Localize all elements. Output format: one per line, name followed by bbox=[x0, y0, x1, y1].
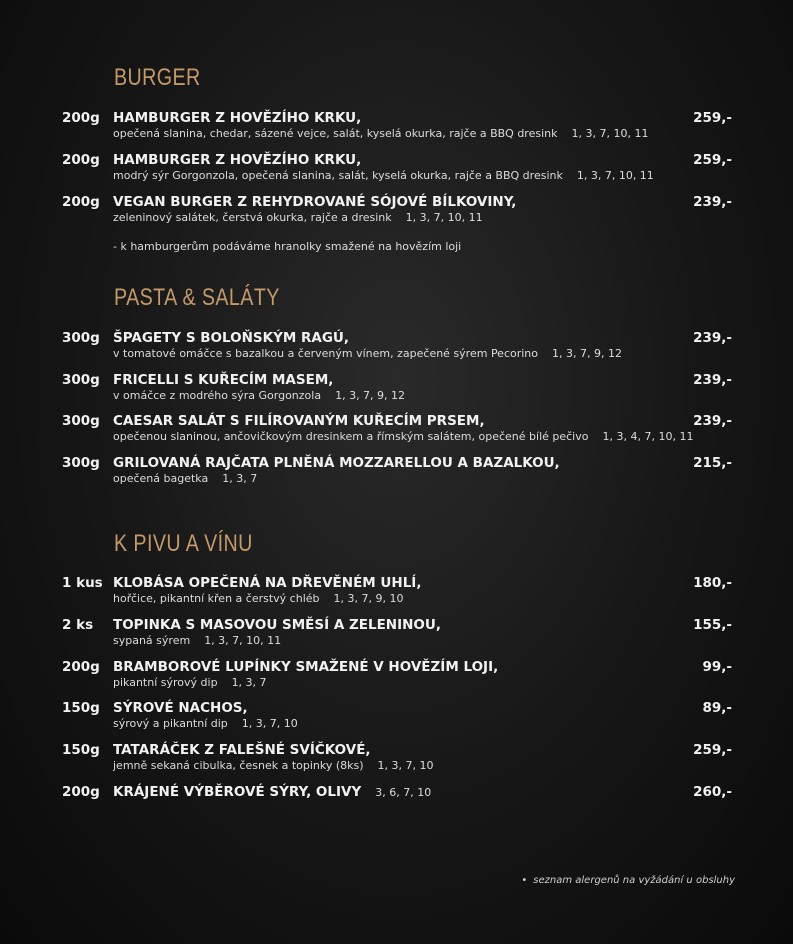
item-price: 239,- bbox=[693, 413, 732, 429]
item-quantity: 200g bbox=[62, 784, 100, 800]
menu-item bbox=[0, 194, 793, 234]
item-allergens: 1, 3, 7, 10 bbox=[377, 759, 434, 772]
menu-item bbox=[0, 413, 793, 453]
menu-item bbox=[0, 700, 793, 740]
item-name: HAMBURGER Z HOVĚZÍHO KRKU, bbox=[113, 110, 362, 126]
item-price: 239,- bbox=[693, 330, 732, 346]
item-allergens: 3, 6, 7, 10 bbox=[375, 786, 432, 799]
item-price: 260,- bbox=[693, 784, 732, 800]
item-allergens: 1, 3, 7, 10 bbox=[241, 717, 298, 730]
item-description bbox=[113, 676, 267, 689]
item-allergens: 1, 3, 7, 9, 12 bbox=[335, 389, 406, 402]
item-quantity: 200g bbox=[62, 152, 100, 168]
item-quantity: 2 ks bbox=[62, 617, 94, 633]
item-description bbox=[113, 389, 405, 402]
item-name: HAMBURGER Z HOVĚZÍHO KRKU, bbox=[113, 152, 362, 168]
item-description bbox=[113, 592, 403, 605]
item-allergens: 1, 3, 7, 10, 11 bbox=[576, 169, 654, 182]
bullet-icon: • bbox=[521, 875, 528, 886]
menu-item bbox=[0, 575, 793, 615]
item-price: 155,- bbox=[693, 617, 732, 633]
item-name: CAESAR SALÁT S FILÍROVANÝM KUŘECÍM PRSEM, bbox=[113, 413, 485, 429]
menu-item bbox=[0, 617, 793, 657]
item-description bbox=[113, 472, 257, 485]
item-name: SÝROVÉ NACHOS, bbox=[113, 700, 248, 716]
item-description-text: modrý sýr Gorgonzola, opečená slanina, salát, kyselá okurka, rajče a BBQ dresink bbox=[113, 169, 563, 182]
item-description-text: opečenou slaninou, ančovičkovým dresinkem a římským salátem, opečené bílé pečivo bbox=[113, 430, 589, 443]
item-allergens: 1, 3, 7, 10, 11 bbox=[405, 211, 483, 224]
item-price: 259,- bbox=[693, 152, 732, 168]
item-description bbox=[113, 759, 434, 772]
item-description-text: v omáčce z modrého sýra Gorgonzola bbox=[113, 389, 322, 402]
item-description-text: pikantní sýrový dip bbox=[113, 676, 218, 689]
item-price: 239,- bbox=[693, 372, 732, 388]
menu-item bbox=[0, 742, 793, 782]
item-price: 259,- bbox=[693, 742, 732, 758]
item-description bbox=[113, 634, 281, 647]
burger-side-note: - k hamburgerům podáváme hranolky smažené na hovězím loji bbox=[113, 240, 462, 253]
item-quantity: 300g bbox=[62, 455, 100, 471]
item-name: BRAMBOROVÉ LUPÍNKY SMAŽENÉ V HOVĚZÍM LOJI, bbox=[113, 659, 499, 675]
item-name: GRILOVANÁ RAJČATA PLNĚNÁ MOZZARELLOU A BAZALKOU, bbox=[113, 455, 560, 471]
item-description bbox=[113, 127, 648, 140]
item-quantity: 300g bbox=[62, 372, 100, 388]
item-quantity: 200g bbox=[62, 659, 100, 675]
item-price: 215,- bbox=[693, 455, 732, 471]
item-description bbox=[113, 430, 693, 443]
item-quantity: 150g bbox=[62, 742, 100, 758]
item-description-text: hořčice, pikantní křen a čerstvý chléb bbox=[113, 592, 320, 605]
item-description bbox=[113, 169, 654, 182]
item-allergens: 1, 3, 7, 10, 11 bbox=[204, 634, 282, 647]
item-allergens: 1, 3, 7 bbox=[231, 676, 267, 689]
item-quantity: 300g bbox=[62, 413, 100, 429]
item-name: FRICELLI S KUŘECÍM MASEM, bbox=[113, 372, 334, 388]
allergen-footer-text: seznam alergenů na vyžádání u obsluhy bbox=[533, 875, 735, 886]
item-name-text: KRÁJENÉ VÝBĚROVÉ SÝRY, OLIVY bbox=[113, 784, 362, 800]
menu-item bbox=[0, 372, 793, 412]
menu-item bbox=[0, 330, 793, 370]
item-description-text: zeleninový salátek, čerstvá okurka, rajče a dresink bbox=[113, 211, 392, 224]
item-price: 239,- bbox=[693, 194, 732, 210]
item-name bbox=[113, 784, 431, 800]
item-name: VEGAN BURGER Z REHYDROVANÉ SÓJOVÉ BÍLKOVINY, bbox=[113, 194, 517, 210]
item-description bbox=[113, 211, 483, 224]
item-quantity: 300g bbox=[62, 330, 100, 346]
item-description-text: v tomatové omáčce s bazalkou a červeným vínem, zapečené sýrem Pecorino bbox=[113, 347, 539, 360]
item-price: 99,- bbox=[702, 659, 732, 675]
item-allergens: 1, 3, 7, 9, 12 bbox=[552, 347, 622, 360]
item-price: 259,- bbox=[693, 110, 732, 126]
item-description bbox=[113, 347, 622, 360]
item-name: TATARÁČEK Z FALEŠNÉ SVÍČKOVÉ, bbox=[113, 742, 371, 758]
menu-item bbox=[0, 110, 793, 150]
section-title-burger: BURGER bbox=[114, 64, 201, 91]
item-description-text: opečená bagetka bbox=[113, 472, 209, 485]
item-description-text: sýrový a pikantní dip bbox=[113, 717, 228, 730]
item-quantity: 200g bbox=[62, 194, 100, 210]
allergen-footer-note bbox=[521, 875, 735, 886]
item-allergens: 1, 3, 7, 10, 11 bbox=[571, 127, 649, 140]
section-title-pasta-salaty: PASTA & SALÁTY bbox=[114, 284, 280, 311]
menu-item bbox=[0, 659, 793, 699]
item-description-text: opečená slanina, chedar, sázené vejce, salát, kyselá okurka, rajče a BBQ dresink bbox=[113, 127, 558, 140]
item-allergens: 1, 3, 7 bbox=[222, 472, 258, 485]
item-allergens: 1, 3, 4, 7, 10, 11 bbox=[602, 430, 694, 443]
item-description-text: sypaná sýrem bbox=[113, 634, 191, 647]
item-name: ŠPAGETY S BOLOŇSKÝM RAGÚ, bbox=[113, 330, 350, 346]
menu-item bbox=[0, 152, 793, 192]
section-title-k-pivu-a-vinu: K PIVU A VÍNU bbox=[114, 530, 253, 557]
item-name: TOPINKA S MASOVOU SMĚSÍ A ZELENINOU, bbox=[113, 617, 441, 633]
item-price: 180,- bbox=[693, 575, 732, 591]
item-description-text: jemně sekaná cibulka, česnek a topinky (8ks) bbox=[113, 759, 364, 772]
menu-item bbox=[0, 455, 793, 495]
item-quantity: 150g bbox=[62, 700, 100, 716]
item-quantity: 200g bbox=[62, 110, 100, 126]
item-quantity: 1 kus bbox=[62, 575, 103, 591]
item-name: KLOBÁSA OPEČENÁ NA DŘEVĚNÉM UHLÍ, bbox=[113, 575, 422, 591]
item-allergens: 1, 3, 7, 9, 10 bbox=[333, 592, 404, 605]
item-price: 89,- bbox=[702, 700, 732, 716]
menu-item bbox=[0, 784, 793, 824]
item-description bbox=[113, 717, 298, 730]
